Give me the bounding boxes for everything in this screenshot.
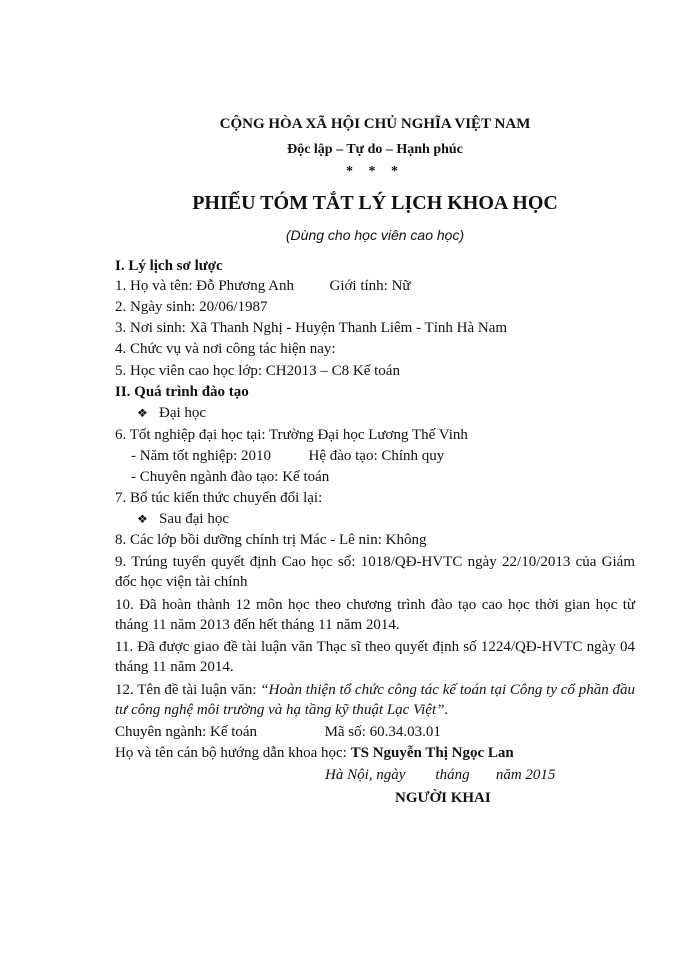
thesis-label: 12. Tên đề tài luận văn: [115, 682, 261, 698]
diamond-bullet-icon: ❖ [137, 512, 148, 526]
section-2-heading: II. Quá trình đào tạo [115, 384, 249, 400]
page-title: PHIẾU TÓM TẮT LÝ LỊCH KHOA HỌC [192, 192, 558, 214]
politics-field: 8. Các lớp bồi dưỡng chính trị Mác - Lê nin: Không [115, 532, 427, 548]
postgrad-bullet [115, 509, 657, 529]
place-date: Hà Nội, ngày tháng năm 2015 [325, 767, 556, 783]
supervisor-row [115, 743, 635, 763]
diamond-bullet-icon: ❖ [137, 406, 148, 420]
supervisor-name: TS Nguyễn Thị Ngọc Lan [350, 745, 514, 761]
nation-heading: CỘNG HÒA XÃ HỘI CHỦ NGHĨA VIỆT NAM [219, 116, 531, 132]
position-field: 4. Chức vụ và nơi công tác hiện nay: [115, 341, 336, 357]
specialty-field: Chuyên ngành: Kế toán [115, 724, 258, 740]
thesis-title: “Hoàn thiện tổ chức công tác kế toán tại Công ty cổ phần đầu tư công nghệ môi trường và hạ tầng kỹ thuật Lạc Việt”. [115, 682, 635, 718]
completed-paragraph: 10. Đã hoàn thành 12 môn học theo chương trình đào tạo cao học thời gian học từ tháng 11 năm 2013 đến hết tháng 11 năm 2014. [115, 597, 635, 633]
specialty-row [115, 722, 635, 742]
page-subtitle: (Dùng cho học viên cao học) [285, 227, 465, 243]
dob-field: 2. Ngày sinh: 20/06/1987 [115, 299, 268, 315]
section-1-heading: I. Lý lịch sơ lược [115, 258, 223, 274]
training-system-field: Hệ đào tạo: Chính quy [308, 448, 445, 464]
class-field: 5. Học viên cao học lớp: CH2013 – C8 Kế toán [115, 363, 400, 379]
name-field: 1. Họ và tên: Đỗ Phương Anh [115, 278, 294, 294]
birthplace-field: 3. Nơi sinh: Xã Thanh Nghị - Huyện Thanh Liêm - Tỉnh Hà Nam [115, 320, 508, 336]
separator-stars: * * * [346, 164, 404, 179]
thesis-paragraph [115, 680, 635, 720]
undergrad-label: Đại học [159, 405, 207, 421]
major-field: - Chuyên ngành đào tạo: Kế toán [131, 469, 330, 485]
graduated-at-field: 6. Tốt nghiệp đại học tại: Trường Đại học Lương Thế Vinh [115, 427, 468, 443]
admission-paragraph: 9. Trúng tuyển quyết định Cao học số: 1018/QĐ-HVTC ngày 22/10/2013 của Giám đốc học viện tài chính [115, 554, 635, 590]
postgrad-label: Sau đại học [159, 511, 229, 527]
code-field: Mã số: 60.34.03.01 [324, 724, 441, 740]
supplementary-field: 7. Bổ túc kiến thức chuyển đổi lại: [115, 490, 323, 506]
grad-year-field: - Năm tốt nghiệp: 2010 [131, 448, 271, 464]
supervisor-label: Họ và tên cán bộ hướng dẫn khoa học: [115, 745, 351, 761]
undergrad-bullet [115, 403, 657, 423]
grad-row [115, 446, 651, 466]
gender-field: Giới tính: Nữ [329, 278, 411, 294]
assigned-paragraph: 11. Đã được giao đề tài luận văn Thạc sĩ theo quyết định số 1224/QĐ-HVTC ngày 04 tháng 11 năm 2014. [115, 639, 635, 675]
name-row [115, 276, 635, 296]
motto: Độc lập – Tự do – Hạnh phúc [287, 142, 463, 157]
declarant-label: NGƯỜI KHAI [395, 790, 491, 806]
